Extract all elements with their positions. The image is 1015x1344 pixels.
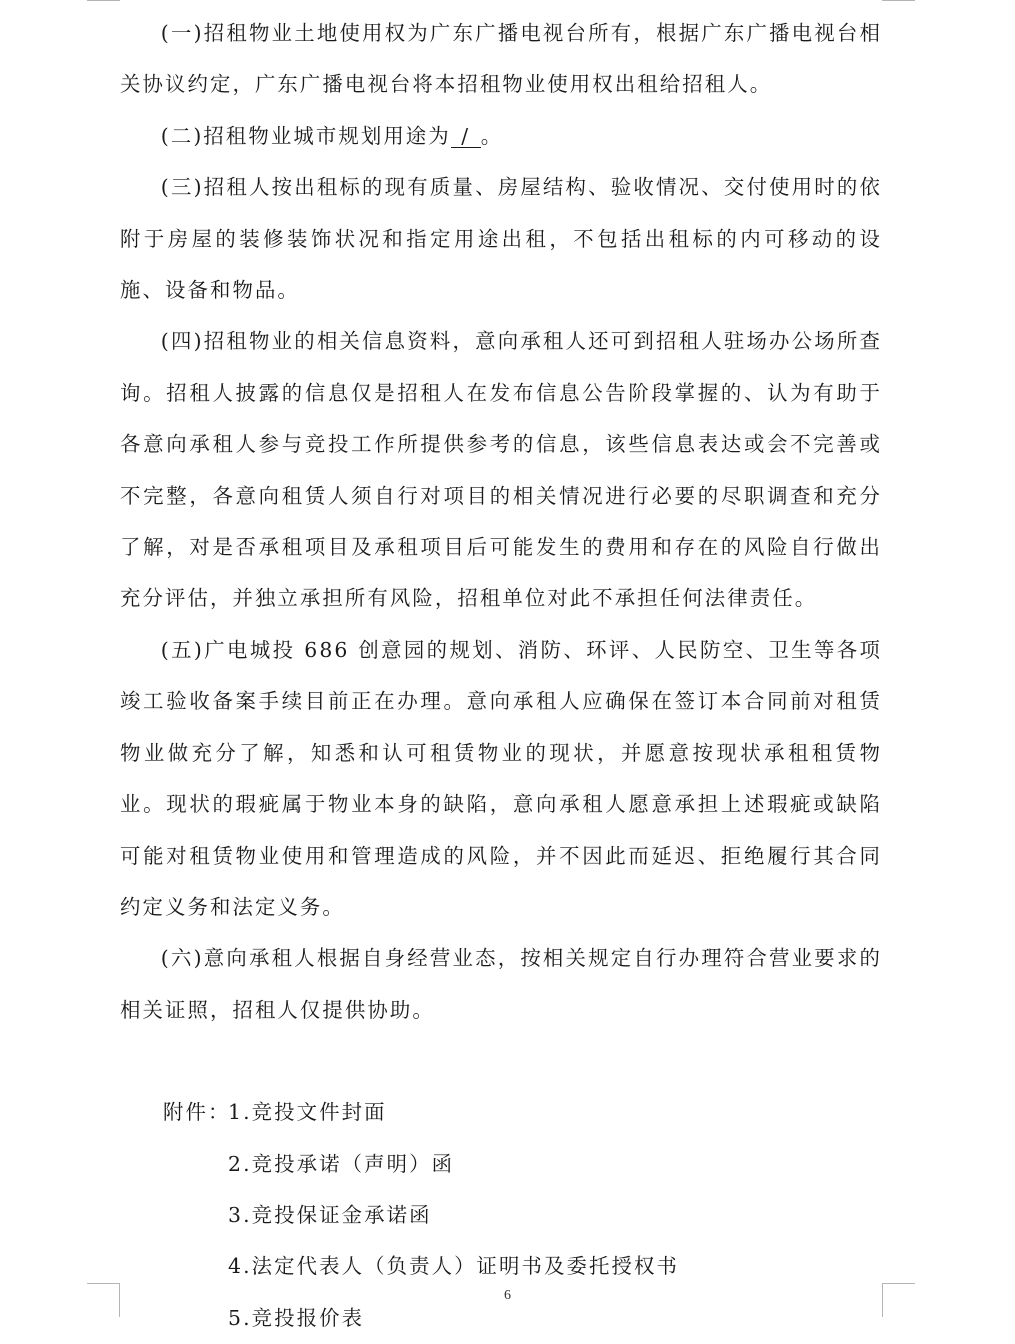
attachment-row — [120, 1241, 882, 1292]
planning-use-blank: / — [451, 125, 481, 148]
crop-mark-top-left-h — [87, 0, 120, 1]
attachment-row — [120, 1139, 882, 1190]
attachments-label: 附件： — [163, 1100, 231, 1125]
paragraph-1: (一)招租物业土地使用权为广东广播电视台所有，根据广东广播电视台相关协议约定，广东广播电视台将本招租物业使用权出租给招租人。 — [120, 21, 882, 97]
attachment-row — [120, 1087, 882, 1138]
attachment-item: 4.法定代表人（负责人）证明书及委托授权书 — [228, 1254, 679, 1279]
attachments-list — [120, 1087, 882, 1344]
paragraph-2-prefix: (二)招租物业城市规划用途为 — [160, 123, 451, 148]
attachment-item: 3.竞投保证金承诺函 — [228, 1202, 432, 1227]
paragraph-5: (五)广电城投 686 创意园的规划、消防、环评、人民防空、卫生等各项竣工验收备案手续目前正在办理。意向承租人应确保在签订本合同前对租赁物业做充分了解，知悉和认可租赁物业的现状，并愿意按现状承租租赁物业。现状的瑕疵属于物业本身的缺陷，意向承租人愿意承担上述瑕疵或缺陷可能对租赁物业使用和管理造成的风险，并不因此而延迟、拒绝履行其合同约定义务和法定义务。 — [120, 637, 882, 919]
attachment-row — [120, 1190, 882, 1241]
crop-mark-top-right-h — [882, 0, 915, 1]
paragraph-3: (三)招租人按出租标的现有质量、房屋结构、验收情况、交付使用时的依附于房屋的装修装饰状况和指定用途出租，不包括出租标的内可移动的设施、设备和物品。 — [120, 175, 882, 303]
page-number: 6 — [504, 1288, 511, 1303]
attachment-item: 5.竞投报价表 — [228, 1305, 365, 1330]
paragraph-6: (六)意向承租人根据自身经营业态，按相关规定自行办理符合营业要求的相关证照，招租人仅提供协助。 — [120, 946, 882, 1022]
attachment-item: 2.竞投承诺（声明）函 — [228, 1151, 455, 1176]
paragraph-2-suffix: 。 — [480, 123, 504, 148]
crop-mark-bottom-left-h — [87, 1283, 120, 1284]
paragraph-4: (四)招租物业的相关信息资料，意向承租人还可到招租人驻场办公场所查询。招租人披露的信息仅是招租人在发布信息公告阶段掌握的、认为有助于各意向承租人参与竞投工作所提供参考的信息，该些信息表达或会不完善或不完整，各意向租赁人须自行对项目的相关情况进行必要的尽职调查和充分了解，对是否承租项目及承租项目后可能发生的费用和存在的风险自行做出充分评估，并独立承担所有风险，招租单位对此不承担任何法律责任。 — [120, 329, 882, 611]
section-spacer — [120, 1036, 882, 1087]
paragraph-2 — [120, 111, 882, 162]
attachment-item: 1.竞投文件封面 — [228, 1100, 387, 1125]
document-body — [120, 8, 882, 1344]
crop-mark-bottom-right-h — [882, 1283, 915, 1284]
